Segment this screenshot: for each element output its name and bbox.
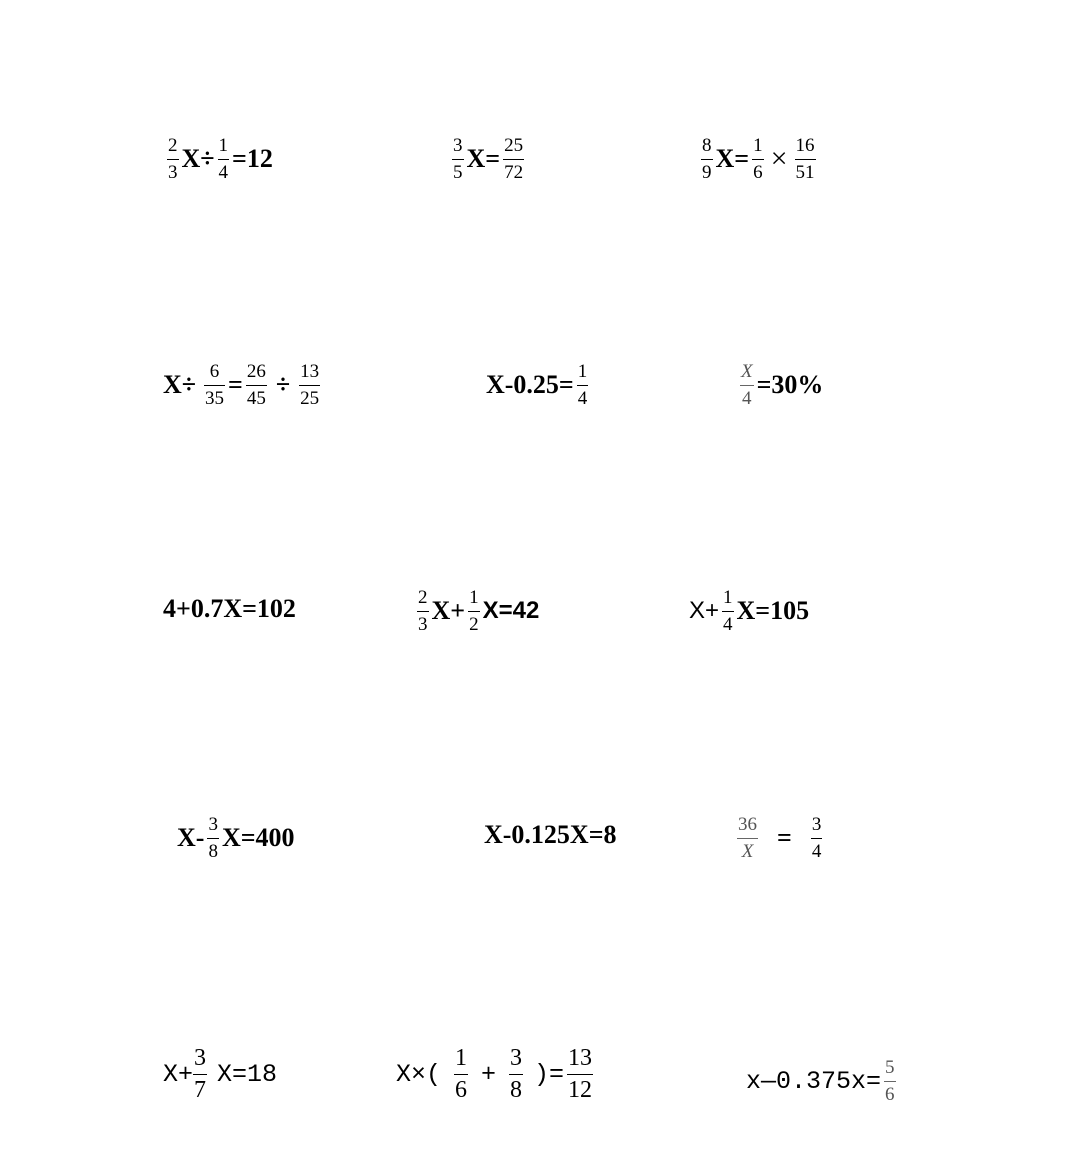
- fraction: $\frac{8}{9}$: [702, 135, 712, 183]
- equation-r5c3: x—0.375x= $\frac{5}{6}$: [746, 1057, 895, 1105]
- fraction: $\frac{1}{4}$: [577, 361, 588, 409]
- fraction: $\frac{13}{25}$: [300, 361, 320, 409]
- equation-r2c3: $\frac{X}{4}$ =30%: [741, 361, 824, 409]
- equation-r1c3: $\frac{8}{9}$ X= $\frac{1}{6}$ × $\frac{16}{51}$: [702, 135, 815, 183]
- equation-r4c2: X-0.125X=8: [484, 820, 617, 849]
- fraction: $\frac{36}{X}$: [738, 814, 757, 862]
- fraction: $\frac{3}{8}$: [510, 1045, 523, 1104]
- fraction: $\frac{1}{2}$: [469, 587, 479, 635]
- equation-r3c2: $\frac{2}{3}$ X+ $\frac{1}{2}$ X=42: [418, 587, 540, 635]
- fraction: $\frac{6}{35}$: [205, 361, 225, 409]
- fraction: $\frac{X}{4}$: [741, 361, 753, 409]
- fraction: $\frac{2}{3}$: [418, 587, 428, 635]
- fraction: $\frac{26}{45}$: [246, 361, 266, 409]
- equation-r4c3: $\frac{36}{X}$ = $\frac{3}{4}$: [738, 814, 822, 862]
- fraction: $\frac{16}{51}$: [795, 135, 815, 183]
- equation-r2c2: X-0.25= $\frac{1}{4}$: [486, 361, 588, 409]
- fraction: $\frac{1}{4}$: [218, 135, 229, 183]
- fraction: $\frac{1}{6}$: [455, 1045, 468, 1104]
- fraction: $\frac{3}{4}$: [811, 814, 822, 862]
- equation-r3c1: 4+0.7X=102: [163, 594, 296, 623]
- fraction: $\frac{2}{3}$: [168, 135, 178, 183]
- fraction: $\frac{3}{7}$: [194, 1045, 207, 1104]
- fraction: $\frac{5}{6}$: [885, 1057, 895, 1105]
- fraction: $\frac{25}{72}$: [504, 135, 524, 183]
- fraction: $\frac{1}{4}$: [723, 587, 733, 635]
- fraction: $\frac{3}{8}$: [208, 814, 218, 862]
- fraction: $\frac{13}{12}$: [568, 1045, 593, 1104]
- equation-r5c1: X+ $\frac{3}{7}$ X=18: [163, 1045, 278, 1104]
- fraction: $\frac{1}{6}$: [753, 135, 763, 183]
- equation-r1c1: $\frac{2}{3}$ X÷ $\frac{1}{4}$ =12: [168, 135, 273, 183]
- equation-r2c1: X÷ $\frac{6}{35}$ = $\frac{26}{45}$ ÷ $\frac{13}{25}$: [163, 361, 320, 409]
- fraction: $\frac{3}{5}$: [453, 135, 463, 183]
- equation-r4c1: X- $\frac{3}{8}$ X=400: [177, 814, 295, 862]
- equation-r1c2: $\frac{3}{5}$ X= $\frac{25}{72}$: [453, 135, 524, 183]
- equation-r3c3: X+ $\frac{1}{4}$ X=105: [689, 587, 810, 635]
- equation-r5c2: X×( $\frac{1}{6}$ + $\frac{3}{8}$ )= $\frac{13}{12}$: [396, 1045, 593, 1104]
